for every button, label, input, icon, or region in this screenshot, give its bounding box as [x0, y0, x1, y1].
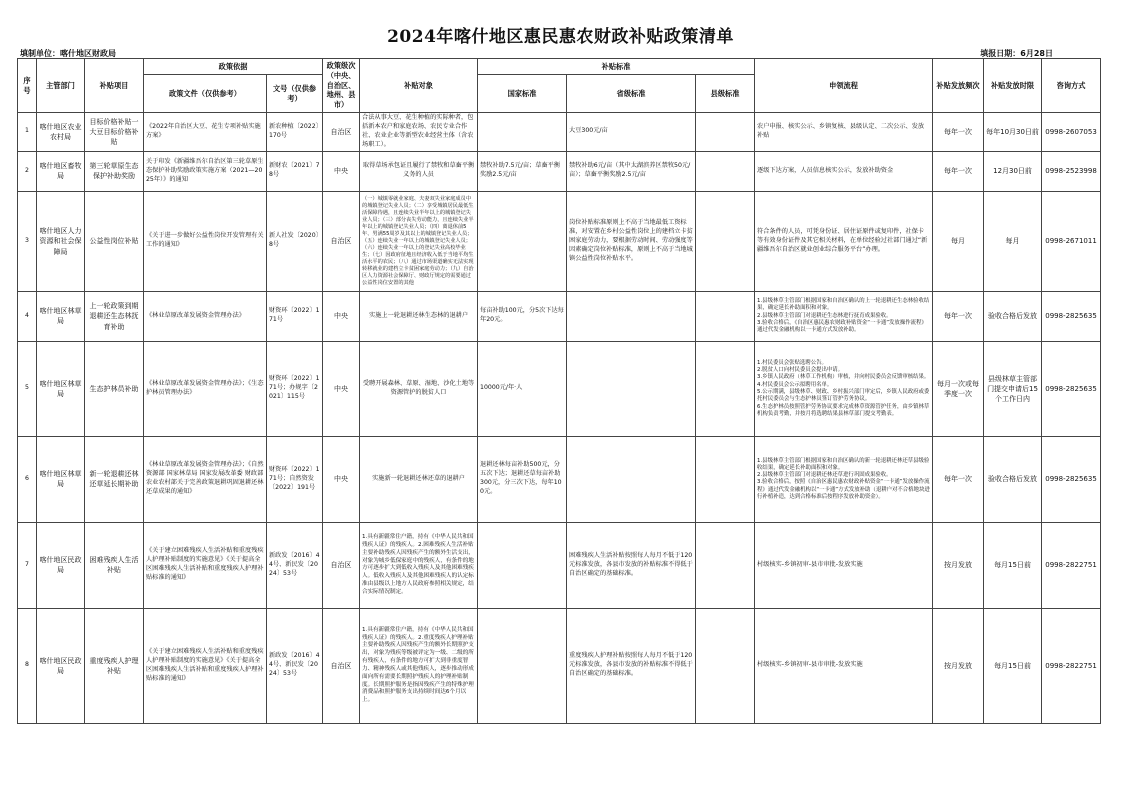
cell-file: 《关于建立困难残疾人生活补贴和重度残疾人护理补贴制度的实施意见》《关于提高全区困难残疾人生活补贴和重度残疾人护理补贴标准的通知》: [144, 608, 267, 723]
cell-target: 实施新一轮退耕还林还草的退耕户: [360, 436, 478, 522]
cell-frequency: 每月一次或每季度一次: [933, 341, 984, 436]
cell-department: 喀什地区林草局: [37, 341, 85, 436]
cell-county: [696, 113, 755, 152]
cell-level: 中央: [323, 341, 360, 436]
cell-docno: 新农种植〔2022〕170号: [267, 113, 323, 152]
cell-national: 10000元/年·人: [478, 341, 567, 436]
cell-process: 村级核实-乡镇初审-县市审批-发放实施: [755, 522, 933, 608]
cell-national: 退耕还林每亩补助500元，分五次下达；退耕还草每亩补助300元，分三次下达，每年100元。: [478, 436, 567, 522]
cell-province: [567, 436, 696, 522]
cell-seq: 6: [18, 436, 37, 522]
cell-file: 《2022年自治区大豆、花生专项补贴实施方案》: [144, 113, 267, 152]
cell-deadline: 验收合格后发放: [984, 291, 1042, 341]
cell-national: [478, 522, 567, 608]
cell-deadline: 每月15日前: [984, 522, 1042, 608]
header-project: 补贴项目: [85, 59, 144, 113]
cell-deadline: 县级林草主管部门提交申请后15个工作日内: [984, 341, 1042, 436]
cell-county: [696, 608, 755, 723]
cell-frequency: 每年一次: [933, 291, 984, 341]
cell-national: [478, 608, 567, 723]
cell-docno: 新政发〔2016〕44号、新民发〔2024〕53号: [267, 522, 323, 608]
cell-national: [478, 113, 567, 152]
cell-level: 中央: [323, 151, 360, 191]
cell-docno: 财资环〔2022〕171号；自然资发〔2022〕191号: [267, 436, 323, 522]
cell-process: 1.县级林草主管部门根据国家和自治区确认的上一轮退耕还生态林验收结果，确定延长补助面积和对象。 2.县级林草主管部门对退耕还生态林进行抚育成果验收。 3.验收合格后，《自治区惠民惠农财政补贴资金“一卡通”发放操作流程》通过代发金融机构以一卡通方式发放补助。: [755, 291, 933, 341]
cell-level: 自治区: [323, 191, 360, 291]
cell-file: 《关于进一步做好公益性岗位开发管理有关工作的通知》: [144, 191, 267, 291]
cell-docno: 新财农〔2021〕78号: [267, 151, 323, 191]
cell-department: 喀什地区人力资源和社会保障局: [37, 191, 85, 291]
policy-table: [17, 58, 1101, 724]
cell-province: 大豆300元/亩: [567, 113, 696, 152]
cell-project: 上一轮政策到期退耕还生态林抚育补助: [85, 291, 144, 341]
cell-deadline: 每年10月30日前: [984, 113, 1042, 152]
header-deadline: 补贴发放时限: [984, 59, 1042, 113]
cell-province: 岗位补贴标准原则上不高于当地最低工资标准，对安置在乡村公益性岗位上的建档立卡贫困家庭劳动力，要根据劳动时间、劳动强度等因素确定岗位补贴标准，原则上不高于当地城镇公益性岗位补贴水平。: [567, 191, 696, 291]
cell-process: 1.村民委员会张贴选聘公告。 2.脱贫人口向村民委员会提出申请。 3.乡镇人民政府（林草工作机构）审核，并向村民委员会反馈审核结果。 4.村民委员会公示拟聘用名单。 5.公示期满，县级林草、财政、乡村振兴部门审定后，乡镇人民政府或委托村民委员会与生态护林员签订管护劳务协议。 6.生态护林员按照管护劳务协议要求完成林草资源管护任务，由乡镇林草机构负责考勤，并按月将选聘结果县林草部门提交考勤表。: [755, 341, 933, 436]
cell-target: 受聘开展森林、草原、湿地、沙化土地等资源管护的脱贫人口: [360, 341, 478, 436]
cell-seq: 2: [18, 151, 37, 191]
cell-level: 自治区: [323, 522, 360, 608]
cell-seq: 4: [18, 291, 37, 341]
header-standard: 补贴标准: [478, 59, 755, 75]
cell-province: 重度残疾人护理补贴按照每人每月不低于120元标准发放，各县市发放的补贴标准不得低于自治区确定的基础标准。: [567, 608, 696, 723]
cell-seq: 3: [18, 191, 37, 291]
cell-seq: 8: [18, 608, 37, 723]
cell-county: [696, 341, 755, 436]
cell-department: 喀什地区农业农村局: [37, 113, 85, 152]
table-row: [18, 113, 1101, 152]
cell-province: [567, 291, 696, 341]
cell-project: 新一轮退耕还林还草延长期补助: [85, 436, 144, 522]
table-row: [18, 151, 1101, 191]
cell-frequency: 每年一次: [933, 113, 984, 152]
cell-deadline: 验收合格后发放: [984, 436, 1042, 522]
cell-county: [696, 522, 755, 608]
header-basis: 政策依据: [144, 59, 323, 75]
cell-contact: 0998-2825635: [1042, 291, 1101, 341]
cell-project: 生态护林员补助: [85, 341, 144, 436]
cell-frequency: 按月发放: [933, 608, 984, 723]
cell-county: [696, 191, 755, 291]
cell-level: 自治区: [323, 608, 360, 723]
cell-contact: 0998-2607053: [1042, 113, 1101, 152]
cell-process: 逐级下达方案，人员信息核实公示，发放补助资金: [755, 151, 933, 191]
table-row: [18, 522, 1101, 608]
cell-contact: 0998-2822751: [1042, 522, 1101, 608]
cell-county: [696, 436, 755, 522]
cell-project: 困难残疾人生活补贴: [85, 522, 144, 608]
cell-project: 第三轮草原生态保护补助奖励: [85, 151, 144, 191]
cell-project: 公益性岗位补贴: [85, 191, 144, 291]
cell-national: 每亩补助100元，分5次下达每年20元。: [478, 291, 567, 341]
cell-target: 1.具有新疆常住户籍，持有《中华人民共和国残疾人证》的残疾人。2.困难残疾人生活补贴主要补助残疾人因残疾产生的额外生活支出，对象为城乡低保家庭中的残疾人，有条件的地方可逐步扩大到低收入残疾人及其他困难残疾人。低收入残疾人及其他困难残疾人的认定标准由县级以上地方人民政府参照相关规定，结合实际情况制定。: [360, 522, 478, 608]
cell-file: 《林业草原改革发展资金管理办法》；《生态护林员管理办法》: [144, 341, 267, 436]
cell-target: 1.具有新疆常住户籍，持有《中华人民共和国残疾人证》的残疾人。2.重度残疾人护理补贴主要补助残疾人因残疾产生的额外长期照护支出，对象为残疾等级被评定为一级、二级的所有残疾人，有条件的地方可扩大到非重度智力、精神残疾人或其他残疾人，逐步推动形成面向所有需要长期照护残疾人的护理补贴制度。长期照护服务是指因残疾产生的特殊护理消费品和照护服务支出持续时间达6个月以上。: [360, 608, 478, 723]
cell-frequency: 每年一次: [933, 151, 984, 191]
cell-file: 《林业草原改革发展资金管理办法》；《自然资源部 国家林草局 国家发展改革委 财政部 农业农村部关于完善政策退耕巩固退耕还林还草成果的通知》: [144, 436, 267, 522]
cell-department: 喀什地区民政局: [37, 608, 85, 723]
header-target: 补贴对象: [360, 59, 478, 113]
header-seq: 序号: [18, 59, 37, 113]
fill-date: 填报日期：6月28日: [980, 49, 1053, 58]
cell-level: 自治区: [323, 113, 360, 152]
cell-contact: 0998-2825635: [1042, 341, 1101, 436]
header-std-county: 县级标准: [696, 75, 755, 113]
cell-frequency: 按月发放: [933, 522, 984, 608]
cell-file: 关于印发《新疆维吾尔自治区第三轮草原生态保护补助奖励政策实施方案（2021—2025年）》的通知: [144, 151, 267, 191]
cell-seq: 5: [18, 341, 37, 436]
cell-file: 《关于建立困难残疾人生活补贴和重度残疾人护理补贴制度的实施意见》《关于提高全区困难残疾人生活补贴和重度残疾人护理补贴标准的通知》: [144, 522, 267, 608]
cell-docno: 新政发〔2016〕44号、新民发〔2024〕53号: [267, 608, 323, 723]
cell-contact: 0998-2822751: [1042, 608, 1101, 723]
cell-deadline: 每月15日前: [984, 608, 1042, 723]
header-department: 主管部门: [37, 59, 85, 113]
cell-frequency: 每月: [933, 191, 984, 291]
cell-level: 中央: [323, 291, 360, 341]
table-row: [18, 436, 1101, 522]
document-title: 2024年喀什地区惠民惠农财政补贴政策清单: [387, 27, 734, 47]
cell-process: 村级核实-乡镇初审-县市审批-发放实施: [755, 608, 933, 723]
cell-county: [696, 151, 755, 191]
cell-seq: 7: [18, 522, 37, 608]
cell-target: （一）城镇零就业家庭、夫妻双失业家庭成员中的城镇登记失业人员；（二）享受城镇居民最低生活保障待遇，且连续失业半年以上的城镇登记失业人员；（三）部分丧失劳动能力，且连续失业半年以上的城镇登记失业人员；（四）离退休前5年、男满55周岁及其以上的城镇登记失业人员；（五）连续失业一年以上的城镇登记失业人员；（六）连续失业一年以上的登记失业高校毕业生；（七）因政府征地且经济收入低于当地平均生活水平的农民；（八）通过市场渠道确实无法实现转移就业的建档立卡贫困家庭劳动力；（九）自治区人力资源社会保障厅、财政厅规定的需要通过公益性岗位安置的其他: [360, 191, 478, 291]
cell-process: 符合条件的人员，可凭身份证、居住证原件或复印件，社保卡等有效身份证件及其它相关材料，在单位经验过社部门通过“新疆维吾尔自治区就业创业综合服务平台”办理。: [755, 191, 933, 291]
cell-national: [478, 191, 567, 291]
header-std-province: 省级标准: [567, 75, 696, 113]
cell-national: 禁牧补助7.5元/亩；草畜平衡奖励2.5元/亩: [478, 151, 567, 191]
cell-project: 目标价格补贴一大豆目标价格补贴: [85, 113, 144, 152]
compiler-unit: 填制单位：喀什地区财政局: [20, 49, 116, 58]
cell-frequency: 每年一次: [933, 436, 984, 522]
table-row: [18, 608, 1101, 723]
cell-docno: 财资环〔2022〕171号: [267, 291, 323, 341]
header-std-national: 国家标准: [478, 75, 567, 113]
cell-department: 喀什地区林草局: [37, 291, 85, 341]
cell-docno: 财资环〔2022〕171号；办规字〔2021〕115号: [267, 341, 323, 436]
header-level: 政策级次（中央、自治区、地州、县市）: [323, 59, 360, 113]
cell-seq: 1: [18, 113, 37, 152]
cell-county: [696, 291, 755, 341]
cell-contact: 0998-2671011: [1042, 191, 1101, 291]
cell-deadline: 12月30日前: [984, 151, 1042, 191]
cell-target: 实施上一轮退耕还林生态林的退耕户: [360, 291, 478, 341]
table-row: [18, 191, 1101, 291]
cell-docno: 新人社发〔2020〕8号: [267, 191, 323, 291]
table-row: [18, 341, 1101, 436]
header-frequency: 补贴发放频次: [933, 59, 984, 113]
cell-file: 《林业草原改革发展资金管理办法》: [144, 291, 267, 341]
cell-target: 取得草场承包证且履行了禁牧和草畜平衡义务的人员: [360, 151, 478, 191]
header-process: 申领流程: [755, 59, 933, 113]
cell-contact: 0998-2825635: [1042, 436, 1101, 522]
table-row: [18, 291, 1101, 341]
header-basis-file: 政策文件（仅供参考）: [144, 75, 267, 113]
cell-province: 禁牧补助6元/亩（其中太湖滨养区禁牧50元/亩）；草畜平衡奖励2.5元/亩: [567, 151, 696, 191]
cell-department: 喀什地区民政局: [37, 522, 85, 608]
cell-province: [567, 341, 696, 436]
cell-department: 喀什地区林草局: [37, 436, 85, 522]
cell-target: 合法从事大豆、花生种植的实际种者，包括新本农户和家庭农场、农民专业合作社、农业企业等新型农业经营主体（含农场职工）。: [360, 113, 478, 152]
cell-project: 重度残疾人护理补贴: [85, 608, 144, 723]
cell-level: 中央: [323, 436, 360, 522]
header-contact: 咨询方式: [1042, 59, 1101, 113]
header-basis-docno: 文号（仅供参考）: [267, 75, 323, 113]
cell-province: 困难残疾人生活补贴按照每人每月不低于120元标准发放，各县市发放的补贴标准不得低于自治区确定的基础标准。: [567, 522, 696, 608]
cell-deadline: 每月: [984, 191, 1042, 291]
cell-department: 喀什地区畜牧局: [37, 151, 85, 191]
cell-process: 农户申报、核实公示、乡镇复核、县级认定、二次公示、发放补贴: [755, 113, 933, 152]
cell-process: 1.县级林草主管部门根据国家和自治区确认的新一轮退耕还林还草县级验收结果，确定延长补助面积和对象。 2.县级林草主管部门对退耕还林还草进行巩固成果验收。 3.验收合格后，按照《自治区惠民惠农财政补贴资金“一卡通”发放操作流程》通过代发金融机构以“一卡通”方式发放补助（退耕户对不合格地块进行补植补造，达到合格标准后按程序发放补助资金）。: [755, 436, 933, 522]
cell-contact: 0998-2523998: [1042, 151, 1101, 191]
